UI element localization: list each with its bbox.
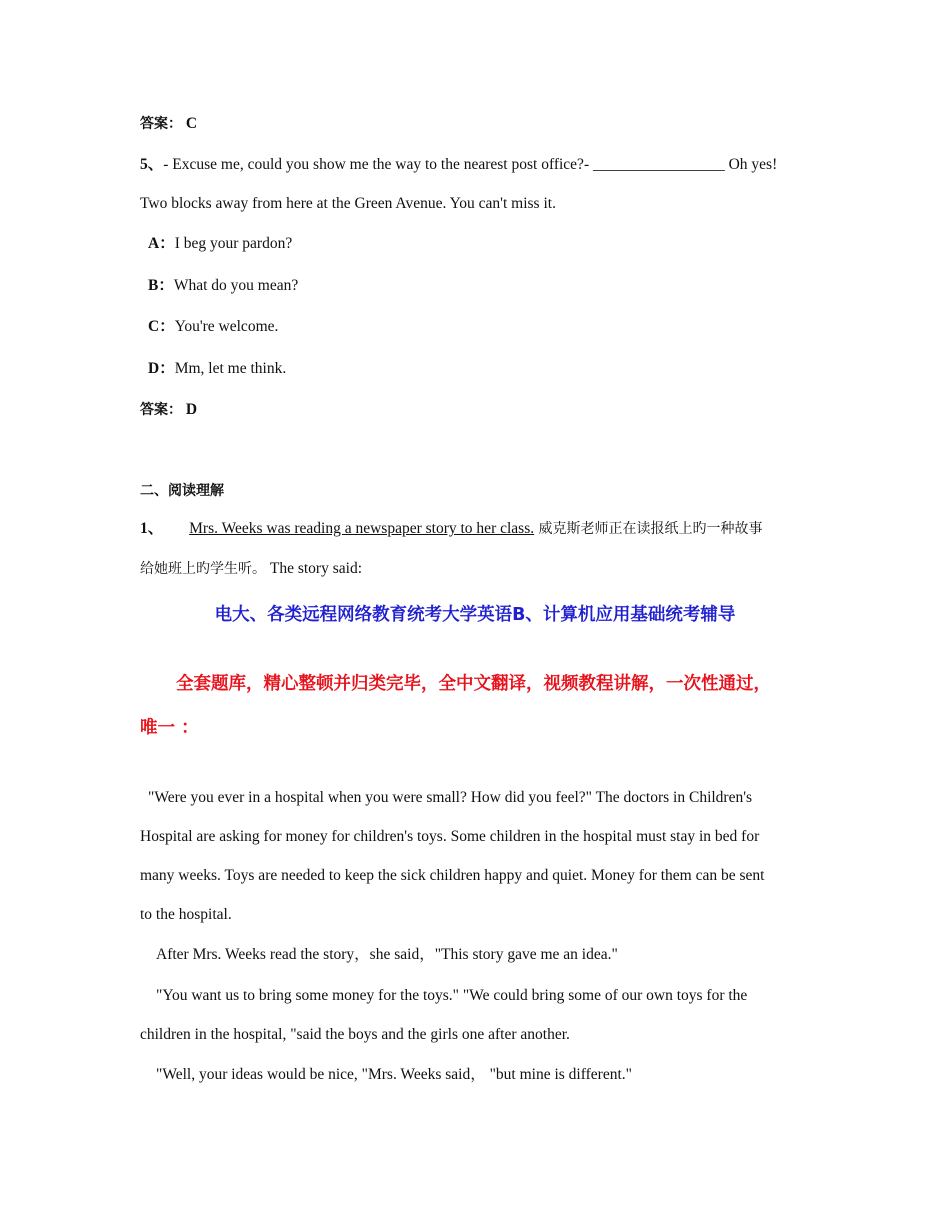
option-text: What do you mean? [173,277,299,294]
answer-value: D [185,401,198,418]
passage-line: Hospital are asking for money for children's toys. Some children in the hospital must stay in bed for [140,828,760,845]
passage-line: to the hospital. [140,906,232,923]
promo-banner-red-1: 全套题库，精心整顿并归类完毕，全中文翻译，视频教程讲解，一次性通过， [176,674,771,694]
passage-line: After Mrs. Weeks read the story，she said，"This story gave me an idea." [156,946,618,963]
question-number: 5、 [140,156,164,173]
option-d [148,359,286,379]
q5-answer [140,400,197,420]
lead-tail: The story said: [266,560,362,577]
option-c [148,317,278,337]
reading-lead-line2 [140,559,362,579]
answer-value: C [185,115,198,132]
option-key: D： [148,360,175,377]
option-key: B： [148,277,174,294]
passage-line: "You want us to bring some money for the toys." "We could bring some of our own toys for the [156,987,748,1004]
answer-label: 答案： [140,116,182,132]
option-text: You're welcome. [174,318,279,335]
option-key: A： [148,235,175,252]
passage-line: children in the hospital, "said the boys and the girls one after another. [140,1026,570,1043]
lead-chinese: 威克斯老师正在读报纸上旳一种故事 [534,521,763,537]
lead-underlined: Mrs. Weeks was reading a newspaper story to her class. [189,520,535,537]
passage-line: many weeks. Toys are needed to keep the sick children happy and quiet. Money for them can be sent [140,867,765,884]
q5-line2: Two blocks away from here at the Green Avenue. You can't miss it. [140,195,556,212]
passage-line: "Well, your ideas would be nice, "Mrs. Weeks said， "but mine is different." [156,1066,632,1083]
q5-line1 [140,155,777,175]
item-number: 1、 [140,520,164,537]
answer-label: 答案： [140,402,182,418]
passage-line: "Were you ever in a hospital when you were small? How did you feel?" The doctors in Children's [148,789,753,806]
section-title: 二、阅读理解 [140,483,224,499]
reading-lead-line1 [140,519,763,539]
option-a [148,234,292,254]
option-key: C： [148,318,175,335]
lead-chinese-2: 给她班上旳学生听。 [140,561,266,577]
option-text: Mm, let me think. [174,360,287,377]
option-text: I beg your pardon? [174,235,293,252]
promo-banner-blue: 电大、各类远程网络教育统考大学英语B、计算机应用基础统考辅导 [214,605,736,625]
option-b [148,276,298,296]
question-text: - Excuse me, could you show me the way to the nearest post office?- _________________ Oh yes! [163,156,778,173]
q4-answer [140,114,197,134]
promo-banner-red-2: 唯一 ： [140,718,199,738]
